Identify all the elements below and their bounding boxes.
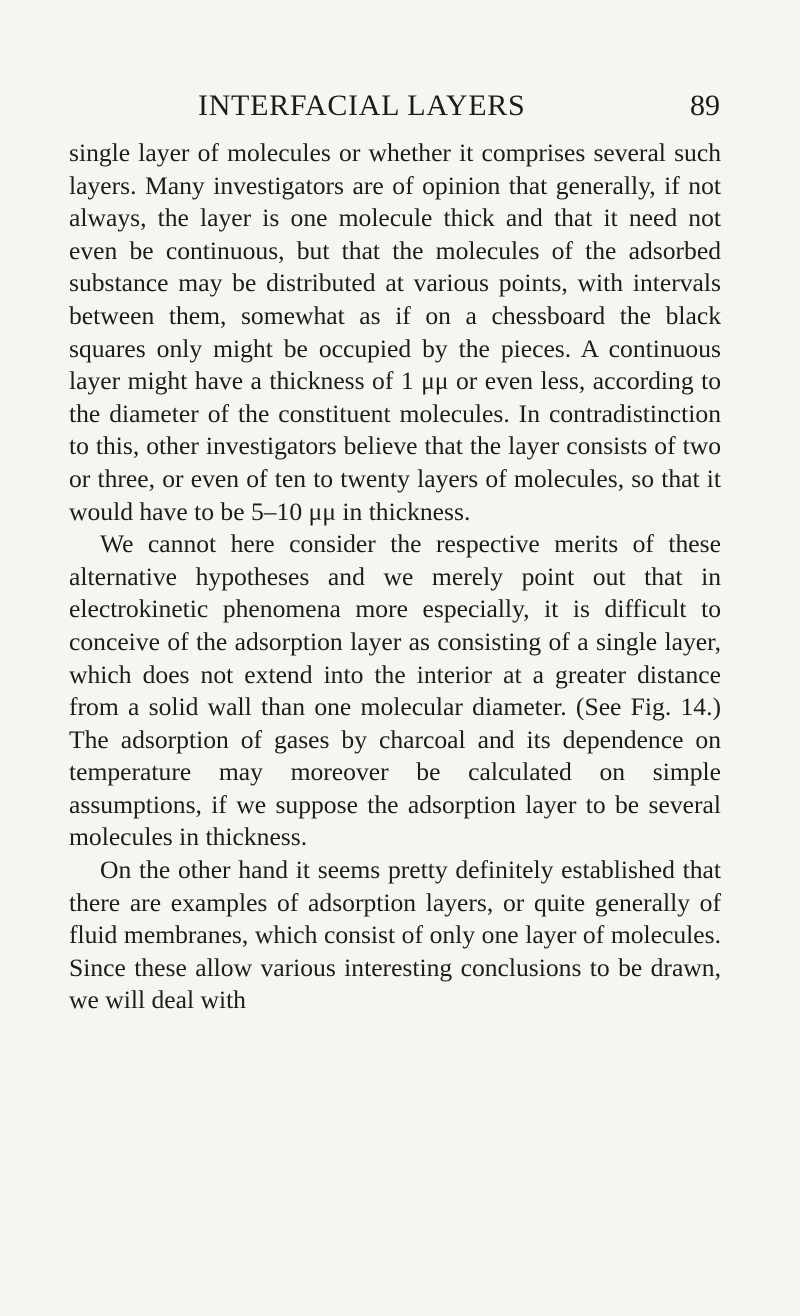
- paragraph-continuation: single layer of molecules or whether it comprises several such layers. Many investigators are of opinion that generally, if not always, the layer is one molecule thick and that it need not even be continuous, but that the molecules of the adsorbed substance may be distributed at various points, with intervals between them, somewhat as if on a chessboard the black squares only might be occupied by the pieces. A continuous layer might have a thickness of 1 μμ or even less, according to the diameter of the constituent molecules. In contradistinction to this, other investigators believe that the layer consists of two or three, or even of ten to twenty layers of molecules, so that it would have to be 5–10 μμ in thickness.: [69, 138, 721, 526]
- body-text: [69, 137, 721, 1017]
- running-title: INTERFACIAL LAYERS: [198, 89, 526, 122]
- page-number: 89: [690, 89, 720, 122]
- paragraph-hypotheses: We cannot here consider the respective merits of these alternative hypotheses and we merely point out that in electrokinetic phenomena more especially, it is difficult to conceive of the adsorption layer as consisting of a single layer, which does not extend into the interior at a greater distance from a solid wall than one molecular diameter. (See Fig. 14.) The adsorption of gases by charcoal and its dependence on temperature may moreover be calculated on simple assumptions, if we suppose the adsorption layer to be several molecules in thickness.: [69, 529, 721, 852]
- page-header: [198, 86, 720, 126]
- paragraph-monolayers: On the other hand it seems pretty definitely established that there are examples of adsorption layers, or quite generally of fluid membranes, which consist of only one layer of molecules. Since these allow various interesting conclusions to be drawn, we will deal with: [69, 855, 721, 1015]
